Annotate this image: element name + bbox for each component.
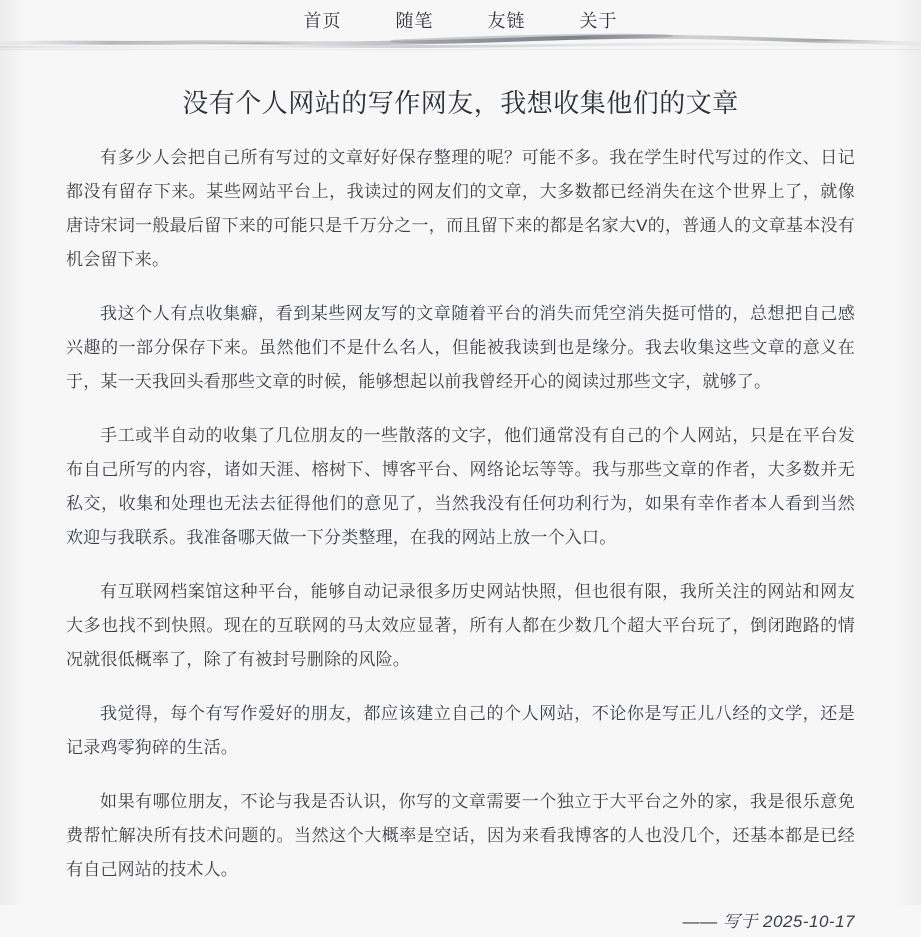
ink-stroke-wisp-left [120, 43, 365, 45]
nav-item-essays[interactable]: 随笔 [369, 10, 461, 32]
nav-item-links[interactable]: 友链 [461, 10, 553, 32]
article-body [66, 121, 855, 887]
ink-stroke-accent [390, 34, 673, 43]
article-paragraph-4: 有互联网档案馆这种平台，能够自动记录很多历史网站快照，但也很有限，我所关注的网站和网友大多也找不到快照。现在的互联网的马太效应显著，所有人都在少数几个超大平台玩了，倒闭跑路的情况就很低概率了，除了有被封号删除的风险。 [66, 575, 855, 677]
ink-stroke-secondary [0, 43, 921, 49]
article-paragraph-1: 有多少人会把自己所有写过的文章好好保存整理的呢？可能不多。我在学生时代写过的作文、日记都没有留存下来。某些网站平台上，我读过的网友们的文章，大多数都已经消失在这个世界上了，就像唐诗宋词一般最后留下来的可能只是千万分之一，而且留下来的都是名家大V的，普通人的文章基本没有机会留下来。 [66, 141, 855, 277]
ink-wash-divider [0, 30, 921, 56]
article-paragraph-3: 手工或半自动的收集了几位朋友的一些散落的文字，他们通常没有自己的个人网站，只是在平台发布自己所写的内容，诸如天涯、榕树下、博客平台、网络论坛等等。我与那些文章的作者，大多数并无私交，收集和处理也无法去征得他们的意见了，当然我没有任何功利行为，如果有幸作者本人看到当然欢迎与我联系。我准备哪天做一下分类整理，在我的网站上放一个入口。 [66, 419, 855, 555]
article-paragraph-5: 我觉得，每个有写作爱好的朋友，都应该建立自己的个人网站，不论你是写正儿八经的文学，还是记录鸡零狗碎的生活。 [66, 697, 855, 765]
nav-item-home[interactable]: 首页 [277, 10, 369, 32]
ink-hairline [0, 49, 921, 50]
article-signature-date: —— 写于 2025-10-17 [66, 907, 855, 937]
ink-stroke-wisp-right [696, 38, 921, 43]
ink-wash-brushstroke-icon [0, 30, 921, 56]
article-paragraph-6: 如果有哪位朋友，不论与我是否认识，你写的文章需要一个独立于大平台之外的家，我是很乐意免费帮忙解决所有技术问题的。当然这个大概率是空话，因为来看我博客的人也没几个，还基本都是已经有自己网站的技术人。 [66, 785, 855, 887]
page-title: 没有个人网站的写作网友，我想收集他们的文章 [66, 62, 855, 121]
nav-item-about[interactable]: 关于 [553, 10, 645, 32]
site-header [0, 0, 921, 62]
article-paragraph-2: 我这个人有点收集癖，看到某些网友写的文章随着平台的消失而凭空消失挺可惜的，总想把自己感兴趣的一部分保存下来。虽然他们不是什么名人，但能被我读到也是缘分。我去收集这些文章的意义在于，某一天我回头看那些文章的时候，能够想起以前我曾经开心的阅读过那些文字，就够了。 [66, 297, 855, 399]
main-navigation [0, 0, 921, 32]
ink-stroke-primary [0, 35, 921, 46]
article-container [0, 62, 921, 937]
